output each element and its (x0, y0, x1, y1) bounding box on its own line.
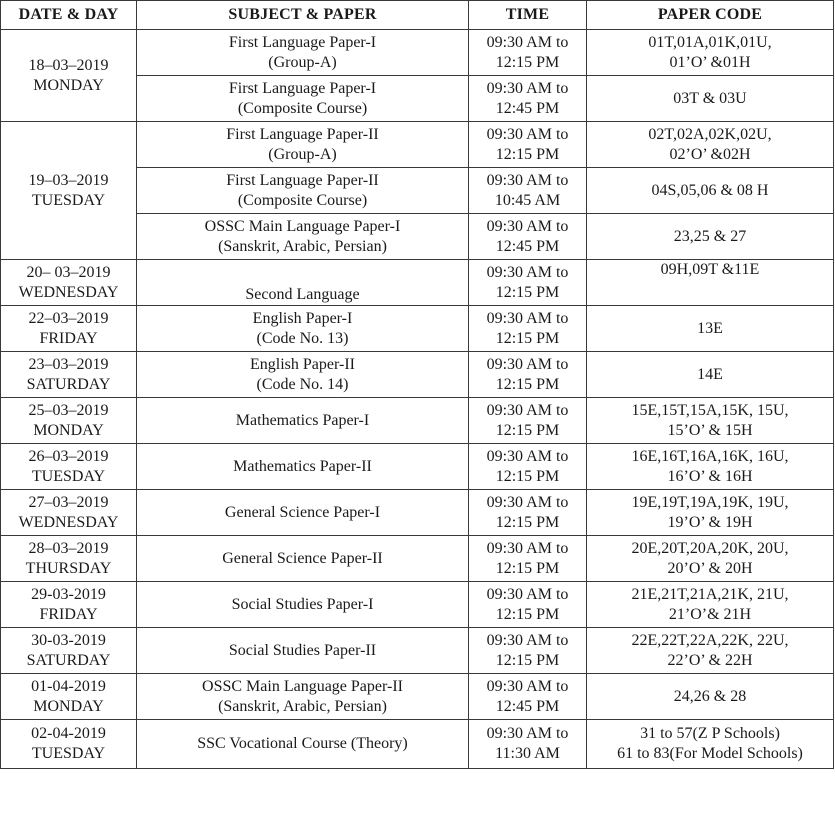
paper-code-line: 16E,16T,16A,16K, 16U, (631, 447, 789, 465)
paper-code-cell (587, 674, 834, 720)
exam-day: FRIDAY (39, 605, 98, 623)
paper-code-cell (587, 444, 834, 490)
time-line: 11:30 AM (495, 745, 560, 762)
table-row (1, 628, 834, 674)
time-line: 09:30 AM to (486, 677, 569, 695)
paper-code-line: 02’O’ &02H (669, 145, 751, 163)
paper-code-line: 20E,20T,20A,20K, 20U, (631, 539, 789, 557)
time-cell (469, 398, 587, 444)
time-cell (469, 490, 587, 536)
table-row (1, 582, 834, 628)
paper-code-line: 19E,19T,19A,19K, 19U, (631, 493, 789, 511)
subject-line: (Group-A) (268, 145, 337, 163)
time-line: 12:15 PM (495, 421, 560, 439)
header-date: DATE & DAY (1, 1, 137, 30)
time-line: 10:45 AM (494, 191, 561, 209)
date-day-cell (1, 260, 137, 306)
time-line: 12:15 PM (495, 283, 560, 301)
paper-code-line: 31 to 57(Z P Schools) (640, 725, 780, 742)
header-code: PAPER CODE (587, 1, 834, 30)
paper-code-line: 61 to 83(For Model Schools) (617, 745, 803, 762)
subject-cell (137, 720, 469, 769)
subject-line: OSSC Main Language Paper-I (204, 217, 401, 235)
paper-code-line: 21’O’& 21H (668, 605, 752, 623)
paper-code-cell (587, 582, 834, 628)
exam-date: 01-04-2019 (31, 677, 106, 695)
subject-line: Social Studies Paper-I (231, 595, 374, 613)
exam-date: 20– 03–2019 (26, 263, 111, 281)
time-line: 09:30 AM to (486, 263, 569, 281)
time-cell (469, 260, 587, 306)
time-line: 12:15 PM (495, 53, 560, 71)
exam-date: 29-03-2019 (31, 585, 106, 603)
paper-code-line: 01’O’ &01H (669, 53, 751, 71)
subject-line: General Science Paper-II (222, 549, 383, 567)
table-row (1, 260, 834, 306)
time-line: 12:45 PM (495, 697, 560, 715)
subject-line: First Language Paper-I (228, 79, 377, 97)
header-subject: SUBJECT & PAPER (137, 1, 469, 30)
paper-code-line: 01T,01A,01K,01U, (648, 33, 772, 51)
table-row (1, 306, 834, 352)
subject-line: Mathematics Paper-II (233, 457, 372, 475)
time-cell (469, 628, 587, 674)
table-row (1, 674, 834, 720)
time-line: 09:30 AM to (486, 171, 569, 189)
table-row (1, 490, 834, 536)
time-line: 12:15 PM (495, 467, 560, 485)
date-day-cell (1, 674, 137, 720)
subject-line: Mathematics Paper-I (235, 411, 370, 429)
paper-code-cell (587, 30, 834, 76)
subject-line: Second Language (245, 286, 360, 303)
subject-cell (137, 398, 469, 444)
exam-day: SATURDAY (26, 375, 111, 393)
exam-date: 28–03–2019 (28, 539, 109, 557)
subject-line: First Language Paper-II (226, 171, 379, 189)
paper-code-cell (587, 720, 834, 769)
subject-cell (137, 122, 469, 168)
exam-date: 26–03–2019 (28, 447, 109, 465)
time-line: 09:30 AM to (486, 493, 569, 511)
date-day-cell (1, 398, 137, 444)
subject-line: English Paper-I (252, 309, 353, 327)
subject-cell (137, 628, 469, 674)
paper-code-cell (587, 122, 834, 168)
paper-code-cell (587, 306, 834, 352)
time-cell (469, 352, 587, 398)
time-line: 12:15 PM (495, 513, 560, 531)
paper-code-line: 03T & 03U (673, 89, 747, 107)
time-line: 12:15 PM (495, 375, 560, 393)
subject-cell (137, 214, 469, 260)
table-row (1, 536, 834, 582)
table-row (1, 398, 834, 444)
subject-line: SSC Vocational Course (Theory) (197, 735, 408, 752)
time-line: 09:30 AM to (486, 401, 569, 419)
time-line: 12:45 PM (495, 237, 560, 255)
subject-line: First Language Paper-I (228, 33, 377, 51)
paper-code-cell (587, 490, 834, 536)
subject-line: (Sanskrit, Arabic, Persian) (218, 237, 387, 255)
paper-code-line: 20’O’ & 20H (667, 559, 753, 577)
subject-cell (137, 582, 469, 628)
paper-code-cell (587, 398, 834, 444)
exam-date: 19–03–2019 (28, 171, 109, 189)
subject-line: General Science Paper-I (224, 503, 381, 521)
exam-day: MONDAY (33, 76, 104, 94)
time-cell (469, 674, 587, 720)
paper-code-line: 04S,05,06 & 08 H (651, 181, 769, 199)
subject-cell (137, 444, 469, 490)
date-day-cell (1, 30, 137, 122)
time-cell (469, 536, 587, 582)
paper-code-cell (587, 260, 834, 306)
paper-code-line: 15’O’ & 15H (667, 421, 753, 439)
subject-cell (137, 30, 469, 76)
subject-line: (Sanskrit, Arabic, Persian) (218, 697, 387, 715)
paper-code-line: 09H,09T &11E (660, 261, 760, 278)
paper-code-line: 22E,22T,22A,22K, 22U, (631, 631, 789, 649)
time-line: 12:15 PM (495, 651, 560, 669)
exam-date: 22–03–2019 (28, 309, 109, 327)
table-row (1, 444, 834, 490)
subject-cell (137, 674, 469, 720)
time-line: 09:30 AM to (486, 539, 569, 557)
subject-cell (137, 352, 469, 398)
exam-date: 02-04-2019 (31, 725, 106, 742)
paper-code-cell (587, 214, 834, 260)
date-day-cell (1, 444, 137, 490)
date-day-cell (1, 628, 137, 674)
subject-cell (137, 536, 469, 582)
subject-cell (137, 168, 469, 214)
time-line: 12:15 PM (495, 605, 560, 623)
header-row (1, 1, 834, 30)
time-line: 09:30 AM to (486, 585, 569, 603)
paper-code-cell (587, 76, 834, 122)
paper-code-line: 16’O’ & 16H (667, 467, 753, 485)
paper-code-line: 22’O’ & 22H (667, 651, 753, 669)
exam-day: TUESDAY (31, 467, 106, 485)
exam-day: MONDAY (33, 697, 104, 715)
subject-line: (Composite Course) (237, 191, 368, 209)
date-day-cell (1, 306, 137, 352)
subject-line: English Paper-II (250, 355, 355, 373)
date-day-cell (1, 490, 137, 536)
date-day-cell (1, 582, 137, 628)
exam-day: SATURDAY (26, 651, 111, 669)
time-line: 12:15 PM (495, 145, 560, 163)
paper-code-cell (587, 628, 834, 674)
exam-day: TUESDAY (31, 745, 106, 762)
time-line: 09:30 AM to (486, 125, 569, 143)
paper-code-cell (587, 168, 834, 214)
time-line: 09:30 AM to (486, 447, 569, 465)
exam-date: 23–03–2019 (28, 355, 109, 373)
time-line: 12:15 PM (495, 559, 560, 577)
time-line: 09:30 AM to (486, 79, 569, 97)
exam-day: MONDAY (33, 421, 104, 439)
time-line: 12:45 PM (495, 99, 560, 117)
exam-date: 25–03–2019 (28, 401, 109, 419)
table-row (1, 30, 834, 76)
table-row (1, 720, 834, 769)
time-line: 09:30 AM to (486, 33, 569, 51)
exam-date: 30-03-2019 (31, 631, 106, 649)
subject-line: First Language Paper-II (226, 125, 379, 143)
exam-day: WEDNESDAY (18, 283, 119, 301)
subject-cell (137, 260, 469, 306)
time-cell (469, 122, 587, 168)
exam-day: THURSDAY (25, 559, 112, 577)
exam-date: 18–03–2019 (28, 56, 109, 74)
subject-line: (Code No. 14) (256, 375, 349, 393)
subject-line: Social Studies Paper-II (228, 641, 377, 659)
time-cell (469, 214, 587, 260)
subject-cell (137, 490, 469, 536)
paper-code-line: 19’O’ & 19H (667, 513, 753, 531)
time-cell (469, 306, 587, 352)
paper-code-cell (587, 536, 834, 582)
time-cell (469, 720, 587, 769)
subject-cell (137, 306, 469, 352)
time-line: 09:30 AM to (486, 217, 569, 235)
paper-code-line: 13E (697, 319, 723, 337)
time-cell (469, 30, 587, 76)
date-day-cell (1, 536, 137, 582)
timetable-body (1, 30, 834, 769)
subject-cell (137, 76, 469, 122)
table-row (1, 122, 834, 168)
paper-code-line: 14E (697, 365, 723, 383)
time-line: 09:30 AM to (486, 631, 569, 649)
exam-day: TUESDAY (31, 191, 106, 209)
paper-code-line: 15E,15T,15A,15K, 15U, (631, 401, 789, 419)
subject-line: (Code No. 13) (256, 329, 349, 347)
subject-line: (Composite Course) (237, 99, 368, 117)
date-day-cell (1, 720, 137, 769)
exam-day: WEDNESDAY (18, 513, 119, 531)
paper-code-line: 21E,21T,21A,21K, 21U, (631, 585, 789, 603)
subject-line: (Group-A) (268, 53, 337, 71)
time-cell (469, 444, 587, 490)
time-cell (469, 76, 587, 122)
time-line: 09:30 AM to (486, 355, 569, 373)
time-cell (469, 582, 587, 628)
paper-code-line: 02T,02A,02K,02U, (648, 125, 772, 143)
time-line: 12:15 PM (495, 329, 560, 347)
header-time: TIME (469, 1, 587, 30)
paper-code-line: 24,26 & 28 (673, 687, 747, 705)
paper-code-cell (587, 352, 834, 398)
date-day-cell (1, 122, 137, 260)
exam-day: FRIDAY (39, 329, 98, 347)
exam-date: 27–03–2019 (28, 493, 109, 511)
paper-code-line: 23,25 & 27 (673, 227, 747, 245)
date-day-cell (1, 352, 137, 398)
subject-line: OSSC Main Language Paper-II (202, 677, 403, 695)
time-cell (469, 168, 587, 214)
time-line: 09:30 AM to (486, 725, 569, 742)
table-row (1, 352, 834, 398)
time-line: 09:30 AM to (486, 309, 569, 327)
